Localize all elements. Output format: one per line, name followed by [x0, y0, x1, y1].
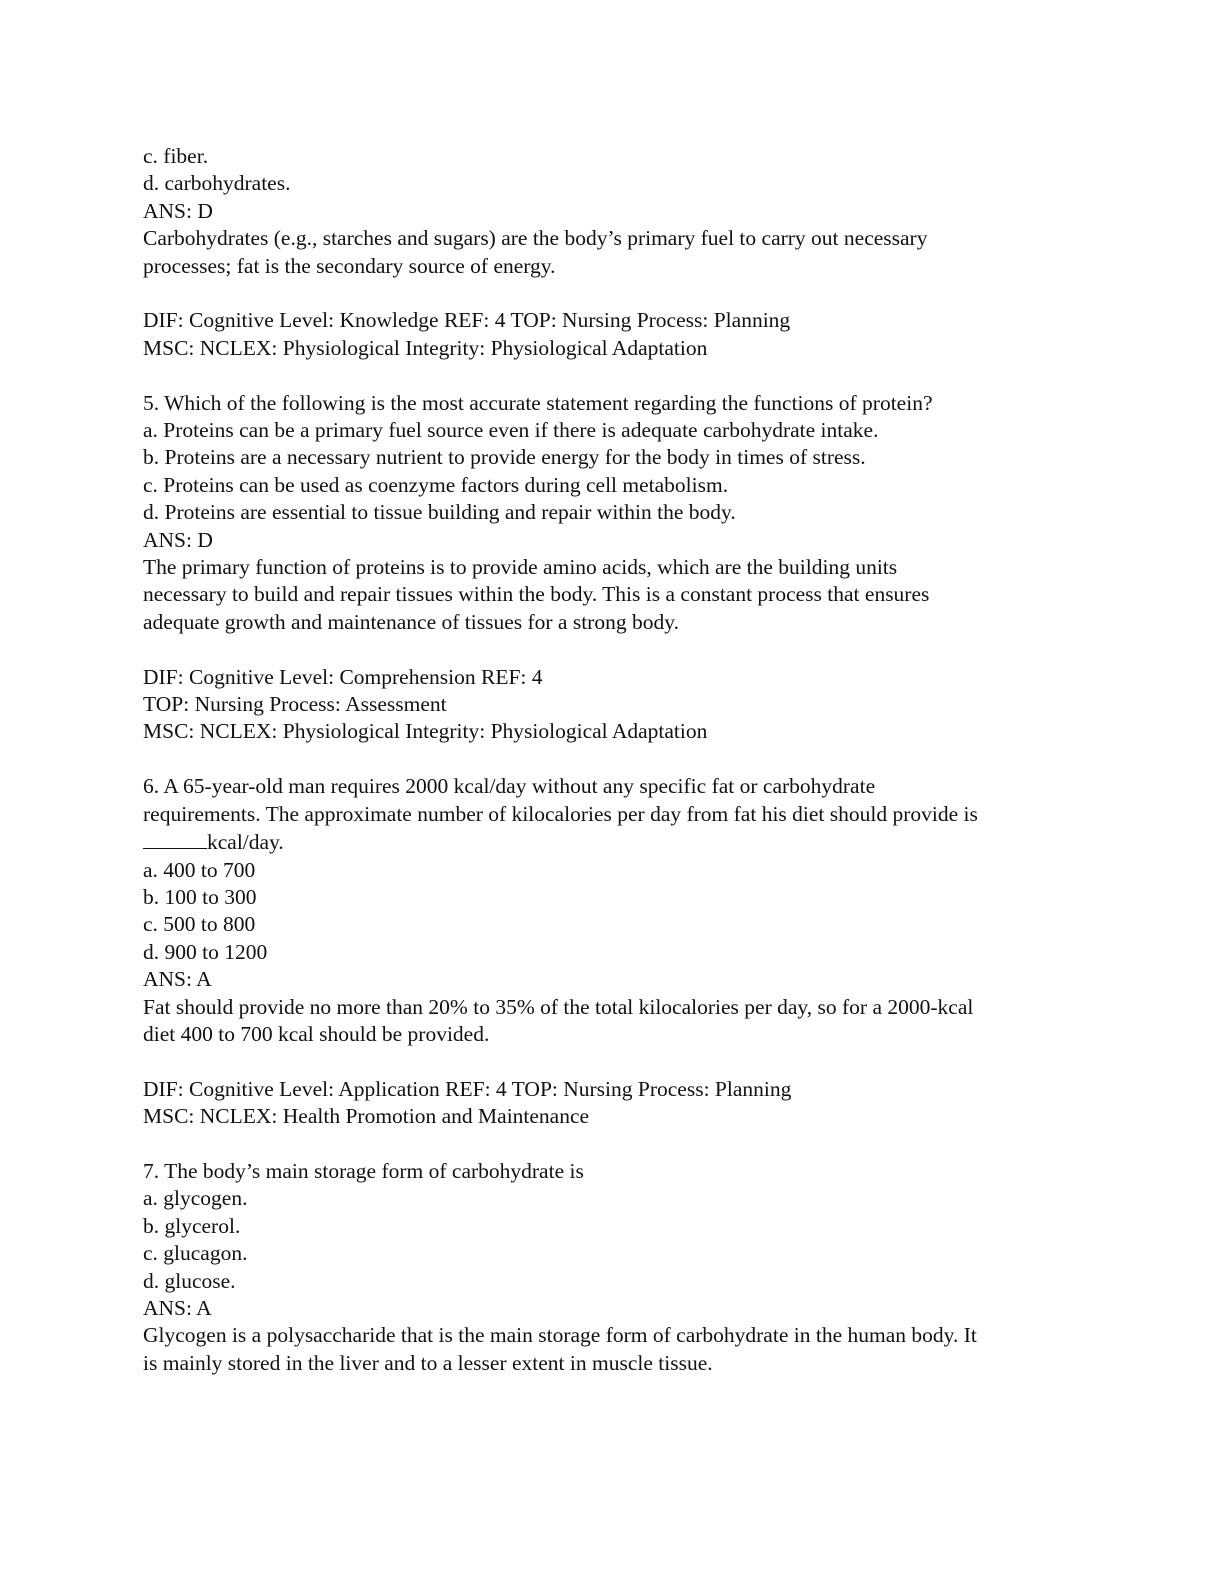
- q7-option-c: c. glucagon.: [143, 1241, 248, 1266]
- q6-stem-line-2: requirements. The approximate number of kilocalories per day from fat his diet should provide is: [143, 801, 978, 826]
- q7-rationale-line-2: is mainly stored in the liver and to a lesser extent in muscle tissue.: [143, 1350, 713, 1375]
- spacer: [143, 362, 1083, 389]
- q5-answer: ANS: D: [143, 527, 213, 552]
- q5-option-d: d. Proteins are essential to tissue building and repair within the body.: [143, 500, 736, 525]
- q6-rationale-line-2: diet 400 to 700 kcal should be provided.: [143, 1021, 490, 1046]
- q6-meta-line-1: DIF: Cognitive Level: Application REF: 4 TOP: Nursing Process: Planning: [143, 1076, 792, 1101]
- question-7: [143, 1158, 1083, 1377]
- q5-meta-line-1: DIF: Cognitive Level: Comprehension REF: 4: [143, 664, 543, 689]
- q6-stem-suffix: kcal/day.: [207, 830, 284, 855]
- q4-rationale-line-2: processes; fat is the secondary source of energy.: [143, 253, 556, 278]
- q7-option-b: b. glycerol.: [143, 1213, 241, 1238]
- q4-meta-line-2: MSC: NCLEX: Physiological Integrity: Physiological Adaptation: [143, 335, 708, 360]
- q6-option-b: b. 100 to 300: [143, 884, 257, 909]
- q7-option-d: d. glucose.: [143, 1268, 236, 1293]
- document-page: [143, 143, 1083, 1377]
- q6-meta-line-2: MSC: NCLEX: Health Promotion and Maintenance: [143, 1104, 590, 1129]
- spacer: [143, 746, 1083, 773]
- spacer: [143, 280, 1083, 307]
- q6-option-c: c. 500 to 800: [143, 912, 256, 937]
- q6-option-d: d. 900 to 1200: [143, 939, 268, 964]
- q5-rationale-line-2: necessary to build and repair tissues within the body. This is a constant process that ensures: [143, 582, 930, 607]
- question-4-tail: [143, 143, 1083, 362]
- q4-rationale-line-1: Carbohydrates (e.g., starches and sugars) are the body’s primary fuel to carry out necessary: [143, 226, 928, 251]
- q5-option-a: a. Proteins can be a primary fuel source even if there is adequate carbohydrate intake.: [143, 418, 879, 443]
- q6-stem-line-3: [143, 828, 1083, 856]
- q6-stem-line-1: 6. A 65-year-old man requires 2000 kcal/day without any specific fat or carbohydrate: [143, 774, 876, 799]
- q4-option-d: d. carbohydrates.: [143, 171, 291, 196]
- q5-rationale-line-3: adequate growth and maintenance of tissues for a strong body.: [143, 609, 679, 634]
- q5-stem: 5. Which of the following is the most accurate statement regarding the functions of protein?: [143, 390, 933, 415]
- spacer: [143, 1048, 1083, 1075]
- q6-answer: ANS: A: [143, 967, 212, 992]
- q7-rationale-line-1: Glycogen is a polysaccharide that is the main storage form of carbohydrate in the human body. It: [143, 1323, 977, 1348]
- q4-answer: ANS: D: [143, 198, 213, 223]
- q4-meta-line-1: DIF: Cognitive Level: Knowledge REF: 4 TOP: Nursing Process: Planning: [143, 308, 791, 333]
- q5-meta-line-2: TOP: Nursing Process: Assessment: [143, 692, 447, 717]
- spacer: [143, 636, 1083, 663]
- q7-option-a: a. glycogen.: [143, 1186, 248, 1211]
- q6-rationale-line-1: Fat should provide no more than 20% to 35% of the total kilocalories per day, so for a 2000-kcal: [143, 994, 974, 1019]
- spacer: [143, 1131, 1083, 1158]
- q7-stem: 7. The body’s main storage form of carbohydrate is: [143, 1158, 584, 1183]
- answer-blank: [143, 828, 207, 849]
- q5-rationale-line-1: The primary function of proteins is to provide amino acids, which are the building units: [143, 555, 898, 580]
- q7-answer: ANS: A: [143, 1295, 212, 1320]
- q5-option-c: c. Proteins can be used as coenzyme factors during cell metabolism.: [143, 472, 729, 497]
- q5-option-b: b. Proteins are a necessary nutrient to provide energy for the body in times of stress.: [143, 445, 866, 470]
- question-5: [143, 390, 1083, 746]
- q4-option-c: c. fiber.: [143, 144, 209, 168]
- q5-meta-line-3: MSC: NCLEX: Physiological Integrity: Physiological Adaptation: [143, 719, 708, 744]
- question-6: [143, 773, 1083, 1130]
- q6-option-a: a. 400 to 700: [143, 857, 256, 882]
